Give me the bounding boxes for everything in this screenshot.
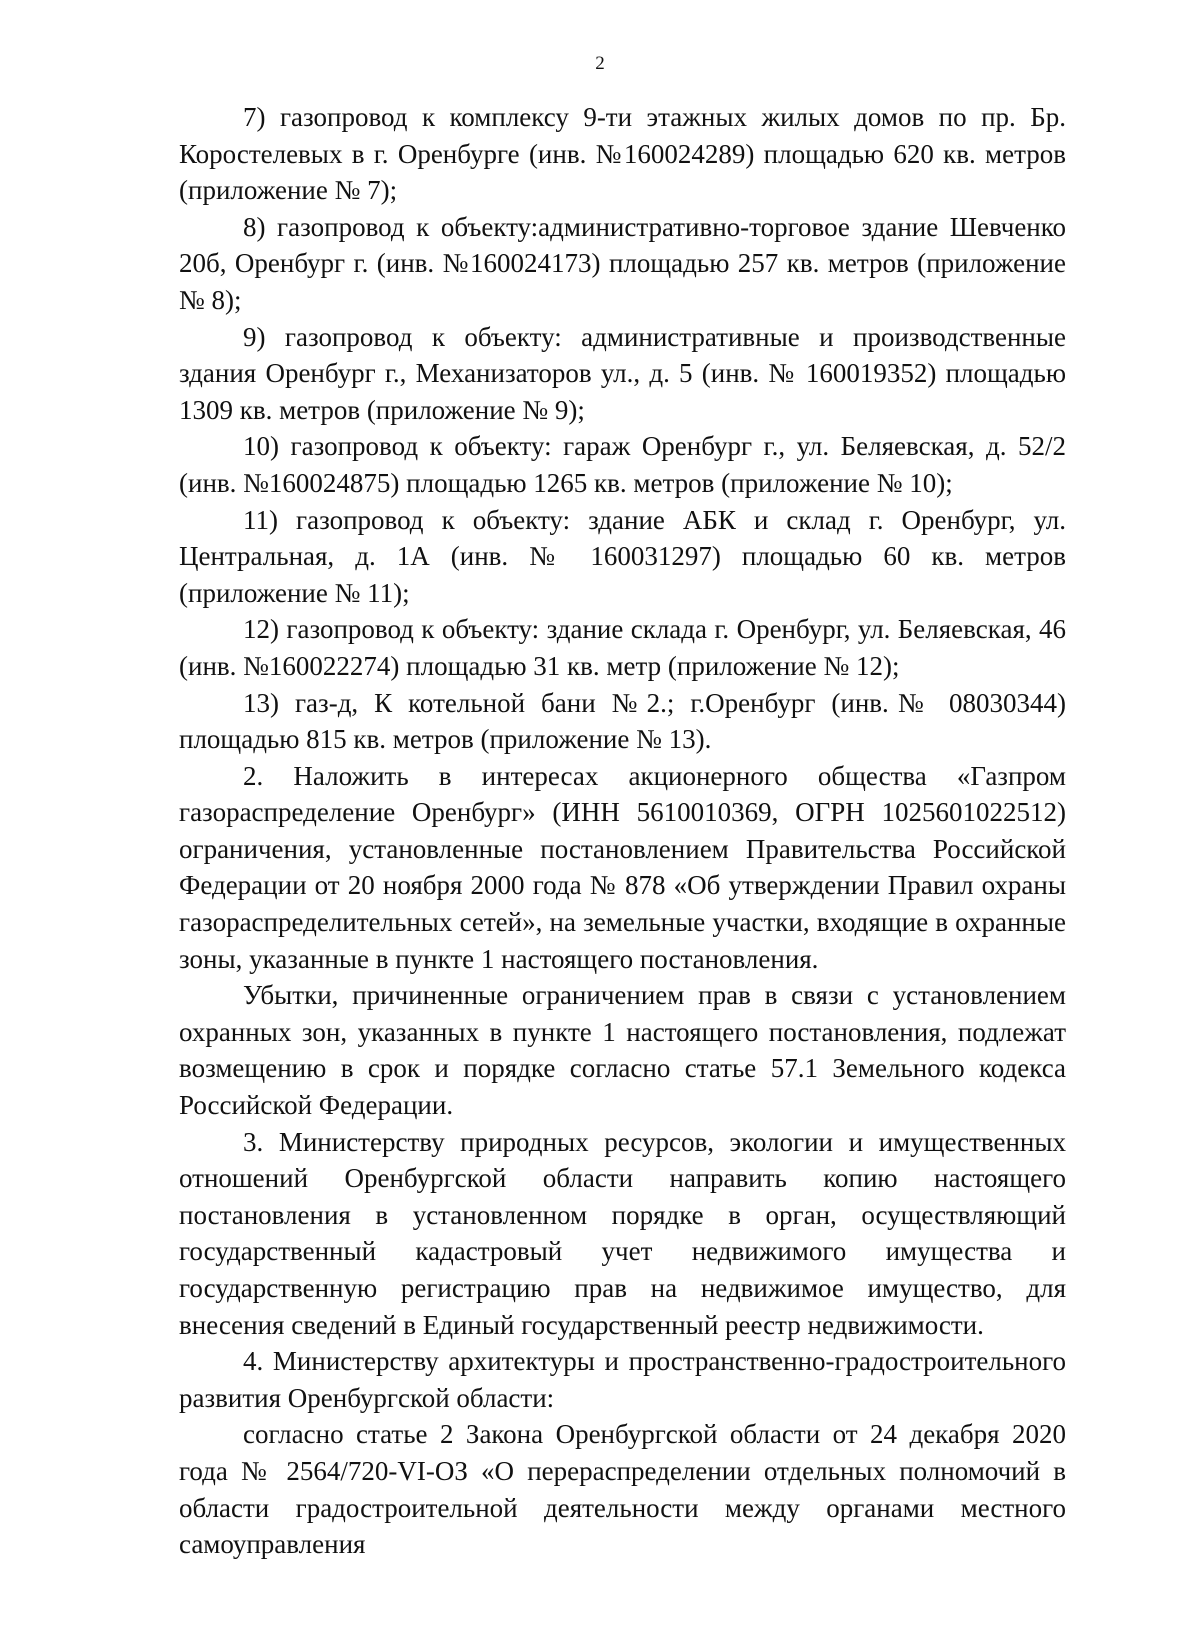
item-11-paragraph: 11) газопровод к объекту: здание АБК и склад г. Оренбург, ул. Центральная, д. 1А (инв. № 160031297) площадью 60 кв. метров (приложение № 11); [179, 504, 1066, 608]
item-13-paragraph: 13) газ-д, К котельной бани №2.; г.Оренбург (инв.№ 08030344) площадью 815 кв. метров (приложение № 13). [179, 687, 1066, 755]
item-9-paragraph: 9) газопровод к объекту: административные и производственные здания Оренбург г., Механизаторов ул., д. 5 (инв. № 160019352) площадью 1309 кв. метров (приложение № 9); [179, 321, 1066, 425]
item-7-paragraph: 7) газопровод к комплексу 9-ти этажных жилых домов по пр. Бр. Коростелевых в г. Оренбурге (инв. №160024289) площадью 620 кв. метров (приложение № 7); [179, 102, 1066, 206]
document-body [179, 99, 1066, 1563]
clause-4-subparagraph: согласно статье 2 Закона Оренбургской области от 24 декабря 2020 года № 2564/720-VI-ОЗ «О перераспределении отдельных полномочий в области градостроительной деятельности между органами местного самоуправления [179, 1419, 1066, 1560]
clause-4-paragraph: 4. Министерству архитектуры и пространственно-градостроительного развития Оренбургской области: [179, 1346, 1066, 1413]
clause-2-paragraph: 2. Наложить в интересах акционерного общества «Газпром газораспределение Оренбург» (ИНН 5610010369, ОГРН 1025601022512) ограничения, установленные постановлением Правительства Российской Федерации от 20 ноября 2000 года № 878 «Об утверждении Правил охраны газораспределительных сетей», на земельные участки, входящие в охранные зоны, указанные в пункте 1 настоящего постановления. [179, 760, 1066, 974]
clause-3-paragraph: 3. Министерству природных ресурсов, экологии и имущественных отношений Оренбургской области направить копию настоящего постановления в установленном порядке в орган, осуществляющий государственный кадастровый учет недвижимого имущества и государственную регистрацию прав на недвижимое имущество, для внесения сведений в Единый государственный реестр недвижимости. [179, 1126, 1066, 1340]
losses-paragraph: Убытки, причиненные ограничением прав в связи с установлением охранных зон, указанных в пункте 1 настоящего постановления, подлежат возмещению в срок и порядке согласно статье 57.1 Земельного кодекса Российской Федерации. [179, 980, 1066, 1121]
item-12-paragraph: 12) газопровод к объекту: здание склада г. Оренбург, ул. Беляевская, 46 (инв. №160022274) площадью 31 кв. метр (приложение № 12); [179, 614, 1066, 681]
page-number: 2 [595, 53, 605, 74]
item-10-paragraph: 10) газопровод к объекту: гараж Оренбург г., ул. Беляевская, д. 52/2 (инв. №160024875) площадью 1265 кв. метров (приложение № 10); [179, 431, 1066, 498]
item-8-paragraph: 8) газопровод к объекту:административно-торговое здание Шевченко 20б, Оренбург г. (инв. №160024173) площадью 257 кв. метров (приложение № 8); [179, 211, 1066, 315]
